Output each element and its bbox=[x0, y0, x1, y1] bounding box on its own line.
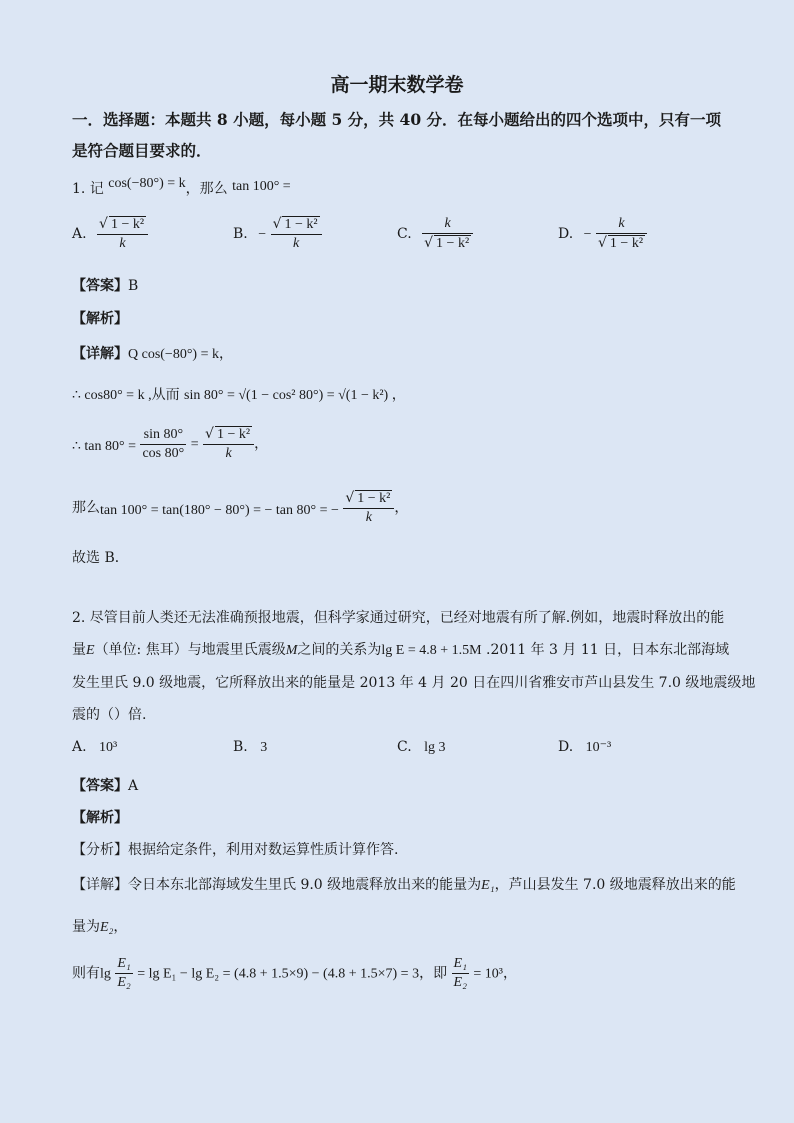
detail-tag: 【详解】 bbox=[72, 346, 128, 362]
frac-num: k bbox=[596, 216, 647, 234]
option-fraction: $\frac{\text{√ 1 − k²}}{k}$ bbox=[271, 216, 322, 252]
minus-sign: − bbox=[583, 227, 592, 242]
step1-expr: Q cos(−80°) = k， bbox=[128, 347, 233, 362]
frac-den: cos 80° bbox=[142, 445, 185, 461]
option-fraction: $\frac{k}{\text{√ 1 − k²}}$ bbox=[596, 216, 647, 252]
detail-text: ，即 bbox=[419, 965, 448, 982]
q1-ask: tan 100° = bbox=[232, 179, 291, 194]
detail-text: ， bbox=[113, 919, 128, 935]
option-label: B. bbox=[233, 739, 248, 755]
frac-num: sin 80° bbox=[140, 427, 186, 445]
section-heading-line1: 一．选择题：本题共 8 小题，每小题 5 分，共 40 分．在每小题给出的四个选项中，只有一项 bbox=[72, 110, 722, 129]
q2-formula: lg E = 4.8 + 1.5M bbox=[381, 643, 482, 658]
sqrt-expr: 1 − k² bbox=[609, 236, 644, 251]
detail-text: ，芦山县发生 7.0 级地震释放出来的能 bbox=[494, 877, 736, 893]
ratio-fraction-a bbox=[115, 956, 132, 991]
q1-option-a[interactable] bbox=[72, 216, 148, 252]
answer-tag: 【答案】 bbox=[72, 278, 128, 294]
q2-var-m: M bbox=[285, 643, 298, 658]
q1-option-c[interactable] bbox=[397, 216, 473, 252]
q2-analysis-tag: 【解析】 bbox=[72, 810, 128, 826]
sqrt-expr: 1 − k² bbox=[357, 491, 391, 506]
option-label: D. bbox=[558, 226, 574, 242]
option-label: B. bbox=[233, 226, 248, 242]
step4-expr: tan 100° = tan(180° − 80°) = − tan 80° = − bbox=[100, 503, 339, 518]
q2-stem-line1: 2. 尽管目前人类还无法准确预报地震，但科学家通过研究，已经对地震有所了解.例如，地震时释放出的能 bbox=[72, 610, 725, 626]
option-fraction: $\frac{k}{\text{√ 1 − k²}}$ bbox=[422, 216, 473, 252]
section-heading-line2: 是符合题目要求的． bbox=[72, 141, 212, 160]
answer-tag: 【答案】 bbox=[72, 778, 128, 794]
frac-den: k bbox=[119, 236, 126, 251]
detail-text: ， bbox=[503, 965, 517, 982]
detail-result: = 10³ bbox=[473, 966, 503, 982]
page-title: 高一期末数学卷 bbox=[330, 74, 464, 96]
sqrt-expr: 1 − k² bbox=[436, 236, 470, 251]
q1-conclusion: 故选 B． bbox=[72, 550, 129, 566]
step4-fraction: $\frac{\text{√ 1 − k²}}{k}$ bbox=[343, 490, 394, 526]
q1-analysis-tag: 【解析】 bbox=[72, 311, 128, 327]
frac-num: E₁ bbox=[115, 956, 132, 974]
option-value: 10³ bbox=[99, 740, 118, 755]
q1-detail-step4 bbox=[72, 490, 408, 526]
detail-text: 量为 bbox=[72, 919, 100, 935]
detail-text: 【详解】令日本东北部海域发生里氏 9.0 级地震释放出来的能量为 bbox=[72, 877, 482, 893]
option-value: lg 3 bbox=[424, 740, 446, 755]
q2-detail-line1 bbox=[72, 874, 736, 894]
answer-value: B bbox=[128, 278, 139, 294]
var-e2: E₂ bbox=[100, 920, 114, 935]
step3-tail: ， bbox=[254, 436, 269, 452]
frac-den: E₂ bbox=[117, 975, 131, 990]
option-value: 10⁻³ bbox=[585, 740, 612, 755]
option-label: A. bbox=[72, 226, 87, 242]
option-label: D. bbox=[558, 739, 574, 755]
q1-option-b[interactable] bbox=[233, 216, 322, 252]
q2-var-e: E bbox=[86, 643, 95, 658]
q1-number: 1. 记 bbox=[72, 181, 104, 197]
q2-text: （单位: 焦耳）与地震里氏震级 bbox=[94, 642, 286, 658]
frac-den: k bbox=[292, 236, 300, 251]
sqrt-expr: 1 − k² bbox=[284, 217, 318, 232]
q2-detail-line3: 则有lg $\frac{\text{E₁}}{\text{E₂}}$ = lg E₁ − lg E₂ = (4.8 + 1.5×9) − (4.8 + 1.5×7) = 3，即 $\frac{\text{E₁}}{\text{E₂}}$ = 10³， bbox=[72, 956, 517, 990]
detail-text: 则有 bbox=[72, 965, 100, 982]
ratio-fraction-b bbox=[452, 956, 469, 991]
q2-text: 之间的关系为 bbox=[297, 642, 382, 658]
step2-prefix: ∴ cos80° = k ,从而 bbox=[72, 388, 180, 403]
option-label: A. bbox=[72, 739, 87, 755]
frac-num: k bbox=[422, 216, 473, 234]
frac-den: k bbox=[225, 446, 232, 461]
q2-answer bbox=[72, 775, 138, 795]
q2-stem-line2 bbox=[72, 639, 729, 659]
q1-option-d[interactable] bbox=[558, 216, 647, 252]
q1-detail-step3: ∴ tan 80° = $\frac{\sin 80^\circ}{\cos 80^\circ}$ = $\frac{\text{√ 1 − k²}}{k}$ ， bbox=[72, 426, 269, 461]
q2-option-b[interactable] bbox=[233, 739, 267, 756]
step4-tail: ， bbox=[394, 500, 409, 516]
q1-stem bbox=[72, 178, 291, 198]
q2-text: 量 bbox=[72, 642, 86, 658]
sqrt-expr: 1 − k² bbox=[216, 427, 251, 442]
detail-expr: = lg E₁ − lg E₂ = (4.8 + 1.5×9) − (4.8 + 1.5×7) = 3 bbox=[137, 966, 420, 982]
frac-den: k bbox=[365, 510, 372, 525]
answer-value: A bbox=[128, 778, 139, 794]
q1-answer bbox=[72, 275, 138, 295]
q2-text: .2011 年 3 月 11 日，日本东北部海域 bbox=[481, 642, 730, 658]
q2-fenxi: 【分析】根据给定条件，利用对数运算性质计算作答. bbox=[72, 842, 399, 858]
q1-mid: ，那么 bbox=[185, 181, 228, 197]
q2-detail-line2 bbox=[72, 916, 127, 936]
q2-option-c[interactable] bbox=[397, 739, 446, 756]
q1-detail-step1 bbox=[72, 343, 233, 363]
option-fraction: $\frac{\text{√ 1 − k²}}{k}$ bbox=[97, 216, 148, 252]
step2-expr: sin 80° = √(1 − cos² 80°) = √(1 − k²) ， bbox=[184, 388, 406, 403]
step3-fraction-b: $\frac{\text{√ 1 − k²}}{k}$ bbox=[203, 426, 254, 462]
q1-detail-step2 bbox=[72, 384, 406, 404]
step3-prefix: ∴ tan 80° = bbox=[72, 439, 137, 454]
q2-option-d[interactable] bbox=[558, 739, 611, 756]
q2-stem-line3: 发生里氏 9.0 级地震，它所释放出来的能量是 2013 年 4 月 20 日在四川省雅安市芦山县发生 7.0 级地震级地 bbox=[72, 675, 756, 691]
minus-sign: − bbox=[258, 227, 267, 242]
var-e1: E₁ bbox=[481, 878, 495, 893]
q2-option-a[interactable] bbox=[72, 739, 117, 756]
option-label: C. bbox=[397, 739, 412, 755]
step3-fraction-a bbox=[140, 427, 186, 462]
sqrt-expr: 1 − k² bbox=[110, 217, 145, 232]
frac-num: E₁ bbox=[452, 956, 469, 974]
option-value: 3 bbox=[260, 740, 268, 755]
q2-stem-line4: 震的（）倍. bbox=[72, 707, 147, 723]
q1-condition: cos(−80°) = k bbox=[108, 176, 186, 191]
frac-den: E₂ bbox=[453, 975, 467, 990]
step4-prefix: 那么 bbox=[72, 500, 100, 516]
option-label: C. bbox=[397, 226, 412, 242]
